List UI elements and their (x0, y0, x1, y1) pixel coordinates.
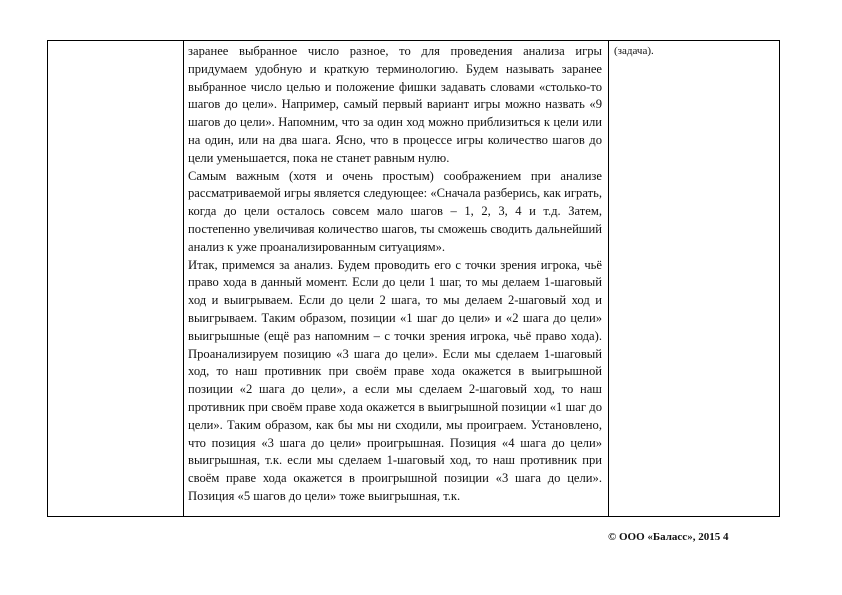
column-divider-right (608, 41, 609, 516)
content-table (47, 40, 780, 517)
main-column-text (188, 43, 602, 506)
page-footer: © ООО «Баласс», 2015 4 (608, 531, 729, 543)
column-divider-left (183, 41, 184, 516)
side-column-text: (задача). (614, 45, 654, 57)
paragraph-analysis: Итак, примемся за анализ. Будем проводить его с точки зрения игрока, чьё право хода в данный момент. Если до цели 1 шаг, то мы делаем 1-шаговый ход и выигрываем. Если до цели 2 шага, то мы делаем 2-шаговый ход и выигрываем. Таким образом, позиции «1 шаг до цели» и «2 шага до цели» выигрышные (ещё раз напомним – с точки зрения игрока, чьё право хода). Проанализируем позицию «3 шага до цели». Если мы сделаем 1-шаговый ход, то наш противник при своём праве хода окажется в выигрышной позиции «2 шага до цели», а если мы сделаем 2-шаговый ход, то наш противник при своём праве хода окажется в выигрышной позиции «1 шаг до цели». Таким образом, как бы мы ни сходили, мы проиграем. Установлено, что позиция «3 шага до цели» проигрышная. Позиция «4 шага до цели» выигрышная, т.к. если мы сделаем 1-шаговый ход, то наш противник при своём праве хода окажется в проигрышной позиции «3 шага до цели». Позиция «5 шагов до цели» тоже выигрышная, т.к. (188, 257, 602, 503)
paragraph-terminology: заранее выбранное число разное, то для проведения анализа игры придумаем удобную и краткую терминологию. Будем называть заранее выбранное число целью и положение фишки задавать словами «столько-то шагов до цели». Например, самый первый вариант игры можно назвать «9 шагов до цели». Напомним, что за один ход можно приблизиться к цели или на один, или на два шага. Ясно, что в процессе игры количество шагов до цели уменьшается, пока не станет равным нулю. (188, 44, 602, 165)
paragraph-key-idea: Самым важным (хотя и очень простым) соображением при анализе рассматриваемой игры является следующее: «Сначала разберись, как играть, когда до цели осталось совсем мало шагов – 1, 2, 3, 4 и т.д. Затем, постепенно увеличивая количество шагов, ты сможешь сводить дальнейший анализ к уже проанализированным ситуациям». (188, 168, 602, 254)
